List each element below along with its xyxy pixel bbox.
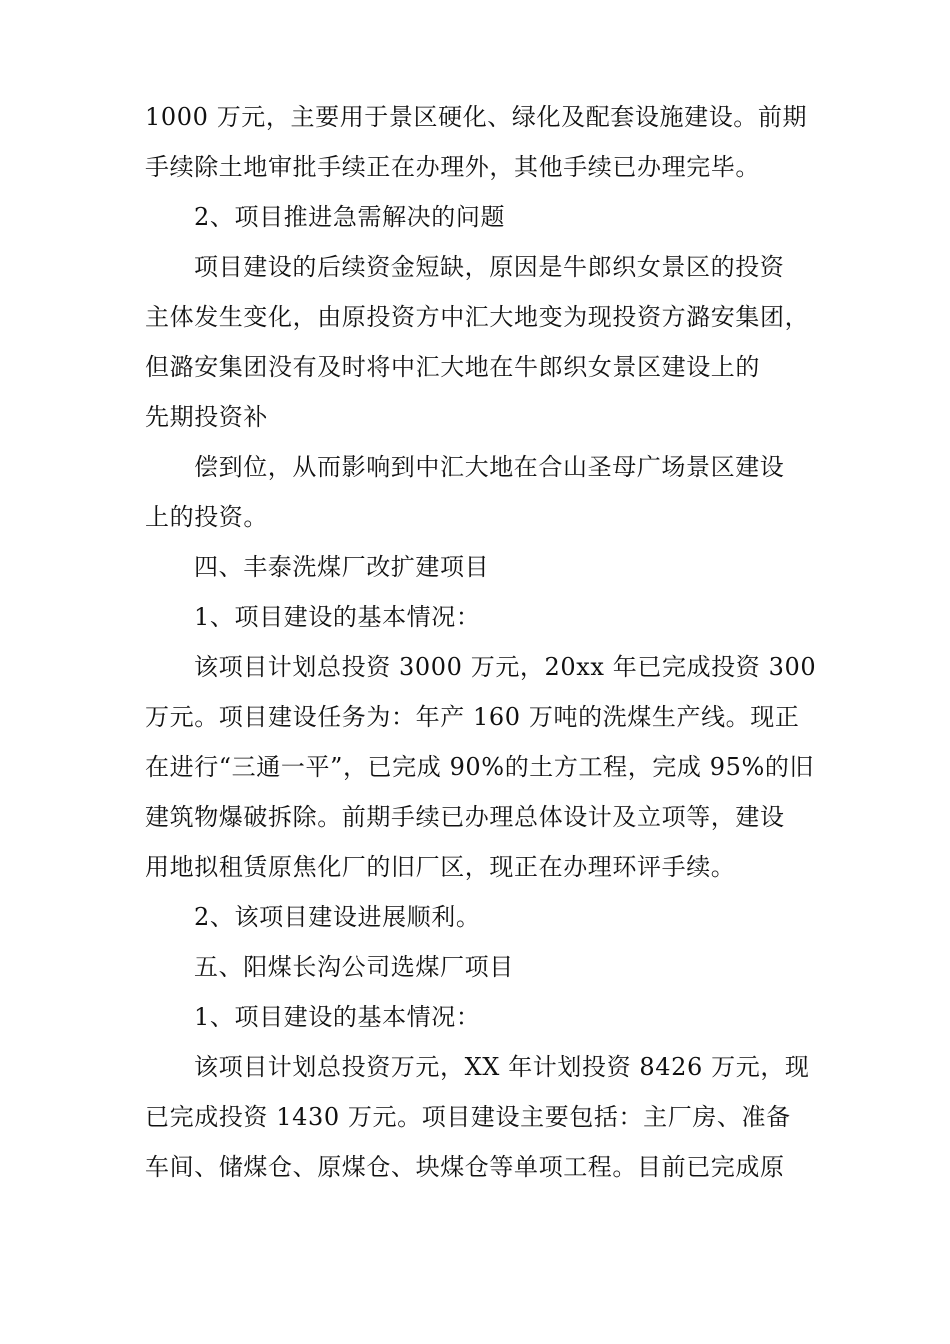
text-line: 手续除土地审批手续正在办理外，其他手续已办理完毕。 [145, 153, 760, 181]
section-heading: 1、项目建设的基本情况： [194, 603, 481, 631]
section-heading: 1、项目建设的基本情况： [194, 1003, 481, 1031]
section-heading: 五、阳煤长沟公司选煤厂项目 [194, 953, 514, 981]
text-line: 但潞安集团没有及时将中汇大地在牛郎织女景区建设上的 [145, 353, 760, 381]
text-line: 在进行“三通一平”，已完成 90%的土方工程，完成 95%的旧 [145, 753, 815, 781]
text-line: 车间、储煤仓、原煤仓、块煤仓等单项工程。目前已完成原 [145, 1153, 785, 1181]
paragraph-first-line: 该项目计划总投资 3000 万元，20xx 年已完成投资 300 [194, 653, 817, 681]
text-line: 先期投资补 [145, 403, 268, 431]
text-line: 已完成投资 1430 万元。项目建设主要包括：主厂房、准备 [145, 1103, 791, 1131]
section-heading: 四、丰泰洗煤厂改扩建项目 [194, 553, 490, 581]
text-line: 1000 万元，主要用于景区硬化、绿化及配套设施建设。前期 [145, 103, 808, 131]
paragraph-first-line: 偿到位，从而影响到中汇大地在合山圣母广场景区建设 [194, 453, 785, 481]
text-line: 上的投资。 [145, 503, 268, 531]
text-line: 用地拟租赁原焦化厂的旧厂区，现正在办理环评手续。 [145, 853, 736, 881]
text-line: 主体发生变化，由原投资方中汇大地变为现投资方潞安集团， [145, 303, 810, 331]
text-line: 建筑物爆破拆除。前期手续已办理总体设计及立项等，建设 [145, 803, 785, 831]
section-heading: 2、该项目建设进展顺利。 [194, 903, 481, 931]
paragraph-first-line: 项目建设的后续资金短缺，原因是牛郎织女景区的投资 [194, 253, 785, 281]
section-heading: 2、项目推进急需解决的问题 [194, 203, 506, 231]
paragraph-first-line: 该项目计划总投资万元，XX 年计划投资 8426 万元，现 [194, 1053, 810, 1081]
text-line: 万元。项目建设任务为：年产 160 万吨的洗煤生产线。现正 [145, 703, 800, 731]
